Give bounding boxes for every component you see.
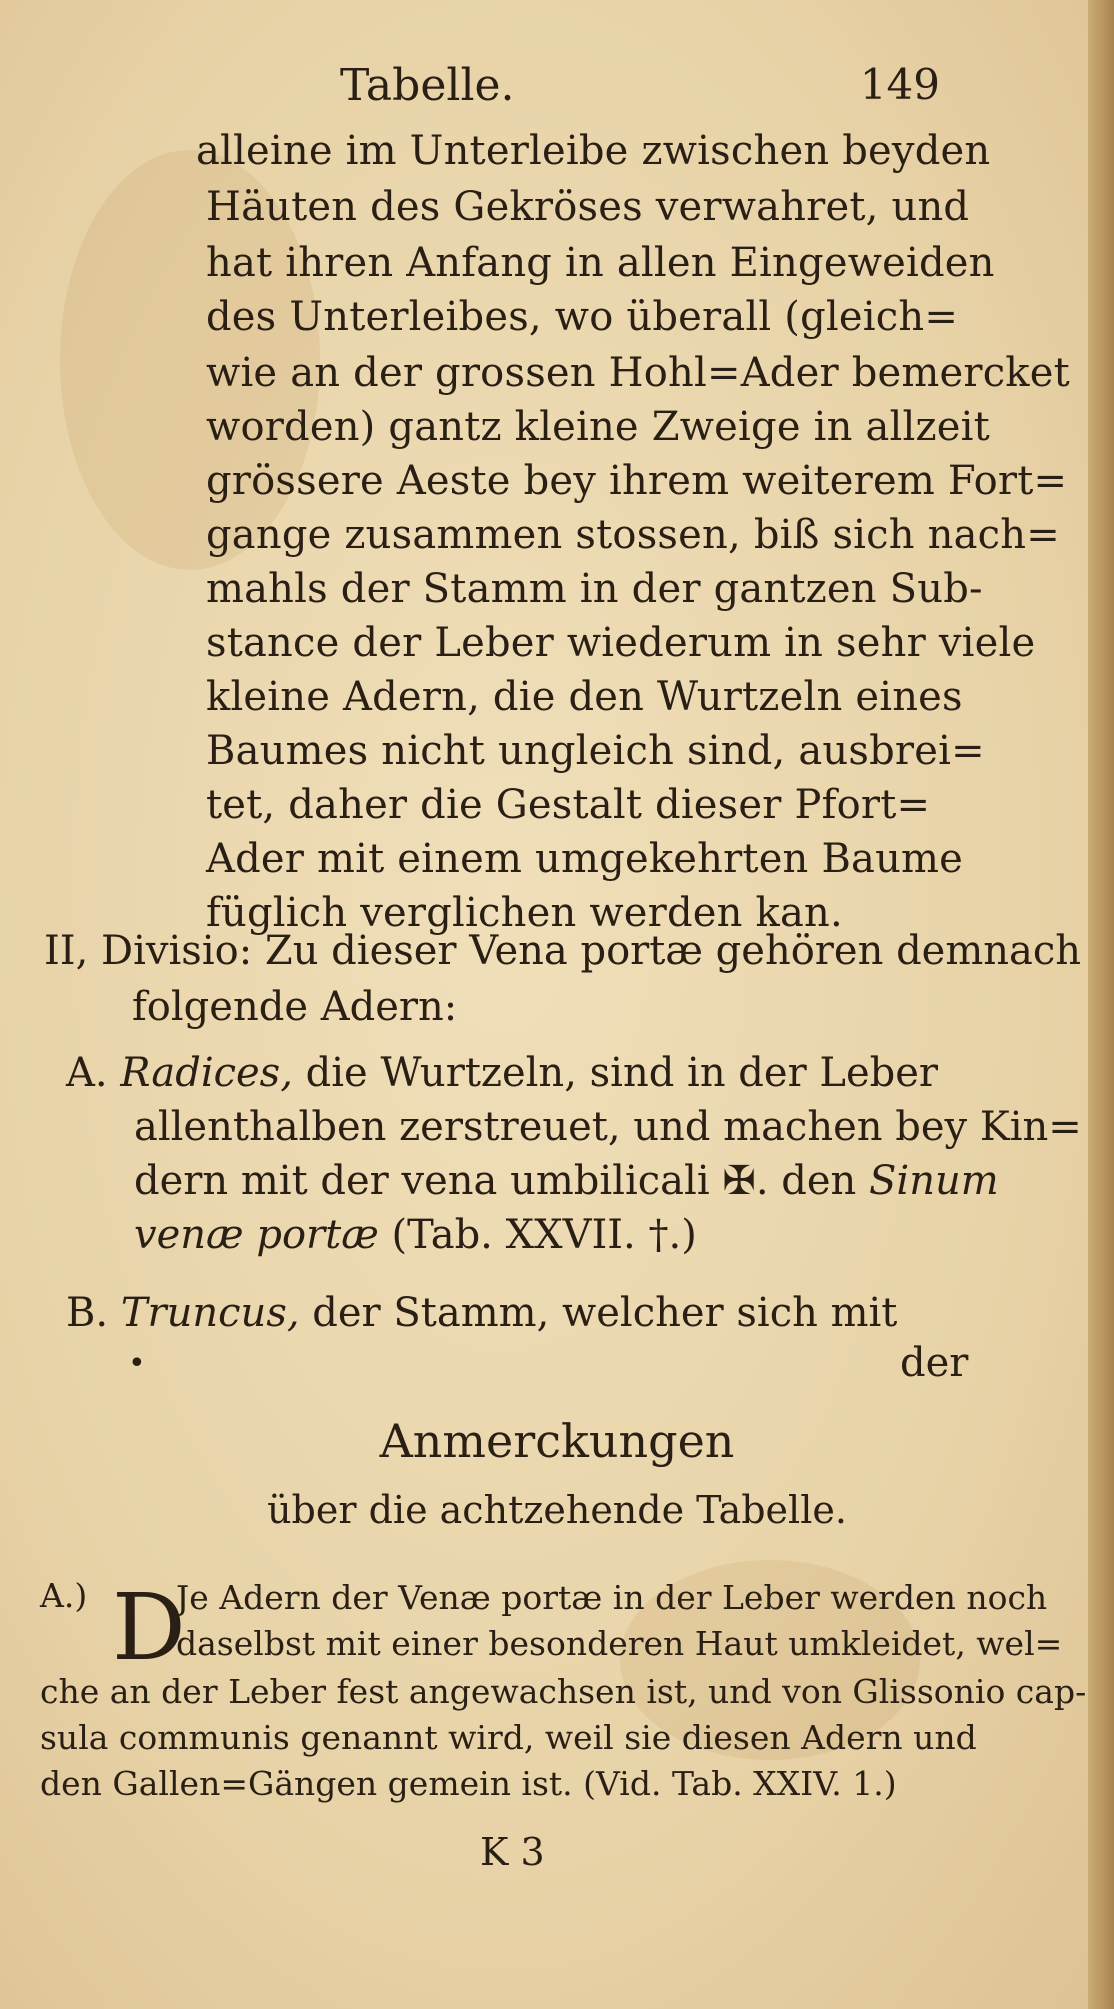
paragraph-line: füglich verglichen werden kan. bbox=[206, 890, 843, 936]
item-a-line-4 bbox=[134, 1212, 697, 1258]
paragraph-line: stance der Leber wiederum in sehr viele bbox=[206, 620, 1036, 666]
paragraph-line: mahls der Stamm in der gantzen Sub- bbox=[206, 566, 983, 612]
divisio-number: II, bbox=[44, 928, 89, 974]
paragraph-line: gange zusammen stossen, biß sich nach= bbox=[206, 512, 1060, 558]
paragraph-line: kleine Adern, die den Wurtzeln eines bbox=[206, 674, 963, 720]
divisio-line-2: folgende Adern: bbox=[132, 984, 458, 1030]
paragraph-line: Ader mit einem umgekehrten Baume bbox=[206, 836, 964, 882]
item-a-term: Radices, bbox=[120, 1050, 293, 1096]
paragraph-line: Häuten des Gekröses verwahret, und bbox=[206, 184, 970, 230]
item-a-line-2: allenthalben zerstreuet, und machen bey Kin= bbox=[134, 1104, 1082, 1150]
note-line: che an der Leber fest angewachsen ist, und von Glissonio cap- bbox=[40, 1672, 1087, 1711]
note-line: Je Adern der Venæ portæ in der Leber werden noch bbox=[176, 1578, 1048, 1617]
running-header bbox=[340, 60, 940, 120]
paragraph-line: des Unterleibes, wo überall (gleich= bbox=[206, 294, 959, 340]
item-a-line-3-term: Sinum bbox=[869, 1158, 999, 1204]
notes-heading: Anmerckungen bbox=[379, 1414, 735, 1468]
item-b-text: der Stamm, welcher sich mit bbox=[312, 1290, 898, 1336]
notes-subheading: über die achtzehende Tabelle. bbox=[267, 1488, 847, 1532]
item-a-line-4-term: venæ portæ bbox=[134, 1212, 379, 1258]
item-a-label: A. bbox=[66, 1050, 108, 1096]
divisio-text: Divisio: Zu dieser Vena portæ gehören demnach bbox=[101, 928, 1082, 974]
item-a-line-4-text: (Tab. XXVII. †.) bbox=[391, 1212, 697, 1258]
divisio-line-1 bbox=[44, 928, 1081, 974]
ink-dot: • bbox=[128, 1346, 146, 1381]
item-a-line-3-text: dern mit der vena umbilicali ✠. den bbox=[134, 1158, 857, 1204]
paragraph-line: grössere Aeste bey ihrem weiterem Fort= bbox=[206, 458, 1068, 504]
note-line: sula communis genannt wird, weil sie diesen Adern und bbox=[40, 1718, 977, 1757]
note-dropcap: D bbox=[112, 1574, 186, 1681]
signature-mark: K 3 bbox=[480, 1830, 545, 1874]
item-a-line-3 bbox=[134, 1158, 999, 1204]
page-edge bbox=[1088, 0, 1114, 2009]
paragraph-line: hat ihren Anfang in allen Eingeweiden bbox=[206, 240, 995, 286]
note-label: A.) bbox=[40, 1576, 88, 1615]
item-b-label: B. bbox=[66, 1290, 109, 1336]
note-line: daselbst mit einer besonderen Haut umkleidet, wel= bbox=[176, 1624, 1063, 1663]
paragraph-line: alleine im Unterleibe zwischen beyden bbox=[196, 128, 991, 174]
paragraph-line: wie an der grossen Hohl=Ader bemercket bbox=[206, 350, 1070, 396]
header-title: Tabelle. bbox=[340, 60, 515, 111]
note-line: den Gallen=Gängen gemein ist. (Vid. Tab. XXIV. 1.) bbox=[40, 1764, 897, 1803]
catchword: der bbox=[900, 1340, 969, 1386]
item-a-text: die Wurtzeln, sind in der Leber bbox=[305, 1050, 939, 1096]
item-b-line-1 bbox=[66, 1290, 897, 1336]
paragraph-line: worden) gantz kleine Zweige in allzeit bbox=[206, 404, 990, 450]
item-b-term: Truncus, bbox=[120, 1290, 300, 1336]
page-number: 149 bbox=[859, 60, 940, 109]
paragraph-line: Baumes nicht ungleich sind, ausbrei= bbox=[206, 728, 985, 774]
paragraph-line: tet, daher die Gestalt dieser Pfort= bbox=[206, 782, 931, 828]
item-a-line-1 bbox=[66, 1050, 938, 1096]
